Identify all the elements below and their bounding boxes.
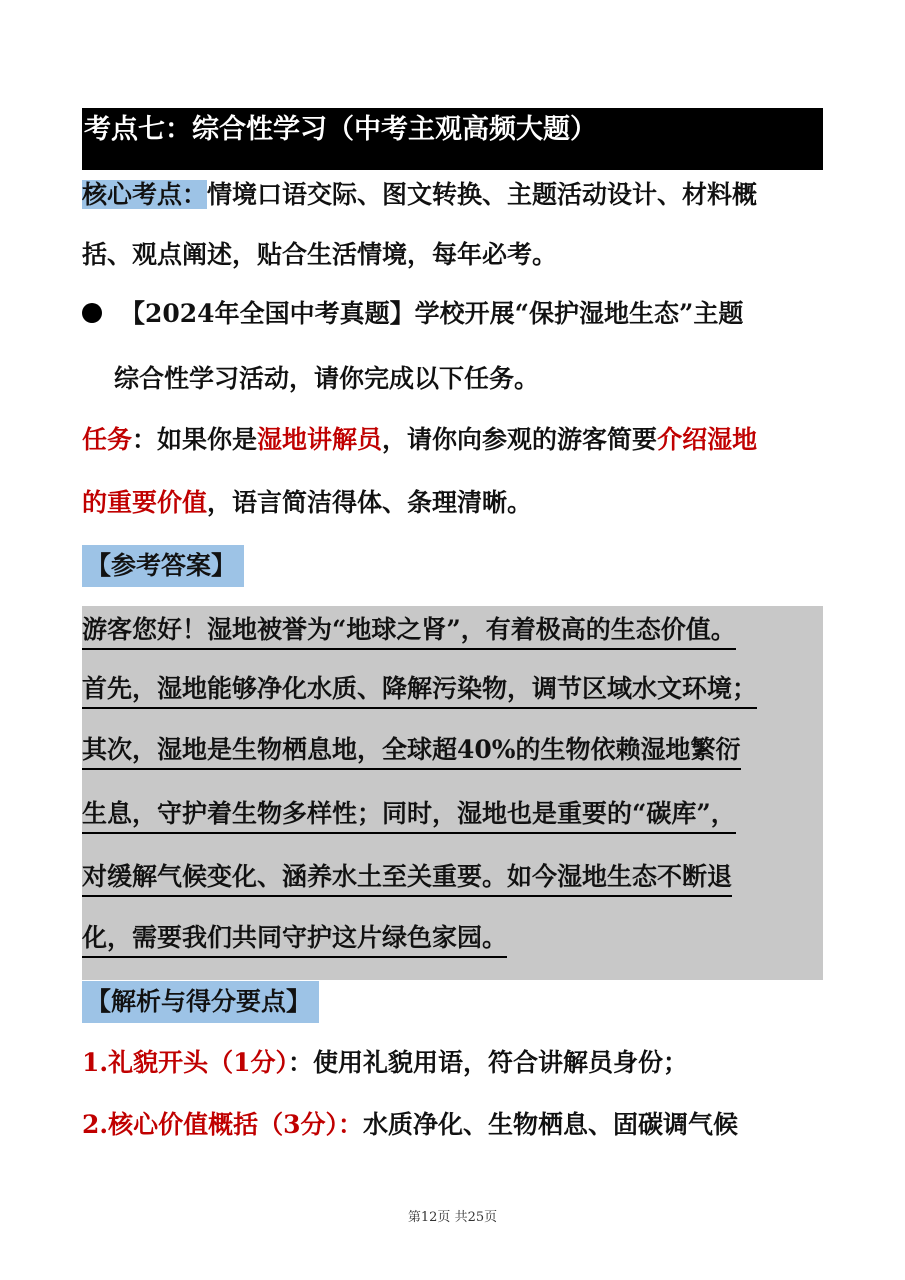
answer-line: 化，需要我们共同守护这片绿色家园。 bbox=[82, 920, 507, 958]
task-text: ：如果你是 bbox=[132, 425, 258, 454]
analysis-heading: 【解析与得分要点】 bbox=[82, 981, 319, 1023]
task-goal: 的重要价值 bbox=[82, 488, 208, 517]
task-role: 湿地讲解员 bbox=[257, 425, 383, 454]
answer-line: 其次，湿地是生物栖息地，全球超40%的生物依赖湿地繁衍 bbox=[82, 732, 741, 770]
answer-line: 游客您好！湿地被誉为“地球之肾”，有着极高的生态价值。 bbox=[82, 612, 736, 650]
scoring-point-text: 水质净化、生物栖息、固碳调气候 bbox=[363, 1110, 739, 1139]
scoring-point-label: 2.核心价值概括（3分）： bbox=[82, 1110, 363, 1139]
task-goal: 介绍湿地 bbox=[657, 425, 758, 454]
core-points-line-2: 括、观点阐述，贴合生活情境，每年必考。 bbox=[82, 240, 558, 269]
scoring-point bbox=[82, 1107, 738, 1143]
task-label: 任务 bbox=[82, 425, 133, 454]
scoring-point bbox=[82, 1045, 688, 1081]
page-number: 第12页 共25页 bbox=[407, 1210, 498, 1225]
scoring-point-label: 1.礼貌开头（1分） bbox=[82, 1048, 288, 1077]
core-points-text: 情境口语交际、图文转换、主题活动设计、材料概 bbox=[207, 180, 758, 209]
answer-line: 对缓解气候变化、涵养水土至关重要。如今湿地生态不断退 bbox=[82, 859, 732, 897]
task-line-2 bbox=[82, 485, 532, 521]
answer-line: 首先，湿地能够净化水质、降解污染物，调节区域水文环境； bbox=[82, 671, 757, 709]
exam-question-line-1: 【2024年全国中考真题】学校开展“保护湿地生态”主题 bbox=[120, 299, 744, 328]
task-line-1 bbox=[82, 422, 757, 458]
core-points-label: 核心考点： bbox=[82, 180, 208, 209]
bullet-icon bbox=[82, 303, 102, 323]
core-points-line-1 bbox=[82, 177, 757, 213]
task-text: ，请你向参观的游客简要 bbox=[382, 425, 658, 454]
exam-question-line-2: 综合性学习活动，请你完成以下任务。 bbox=[114, 364, 540, 393]
section-title: 考点七：综合性学习（中考主观高频大题） bbox=[82, 108, 823, 170]
task-text: ，语言简洁得体、条理清晰。 bbox=[207, 488, 533, 517]
scoring-point-text: ：使用礼貌用语，符合讲解员身份； bbox=[288, 1048, 689, 1077]
answer-heading: 【参考答案】 bbox=[82, 545, 244, 587]
answer-line: 生息，守护着生物多样性；同时，湿地也是重要的“碳库”， bbox=[82, 796, 736, 834]
